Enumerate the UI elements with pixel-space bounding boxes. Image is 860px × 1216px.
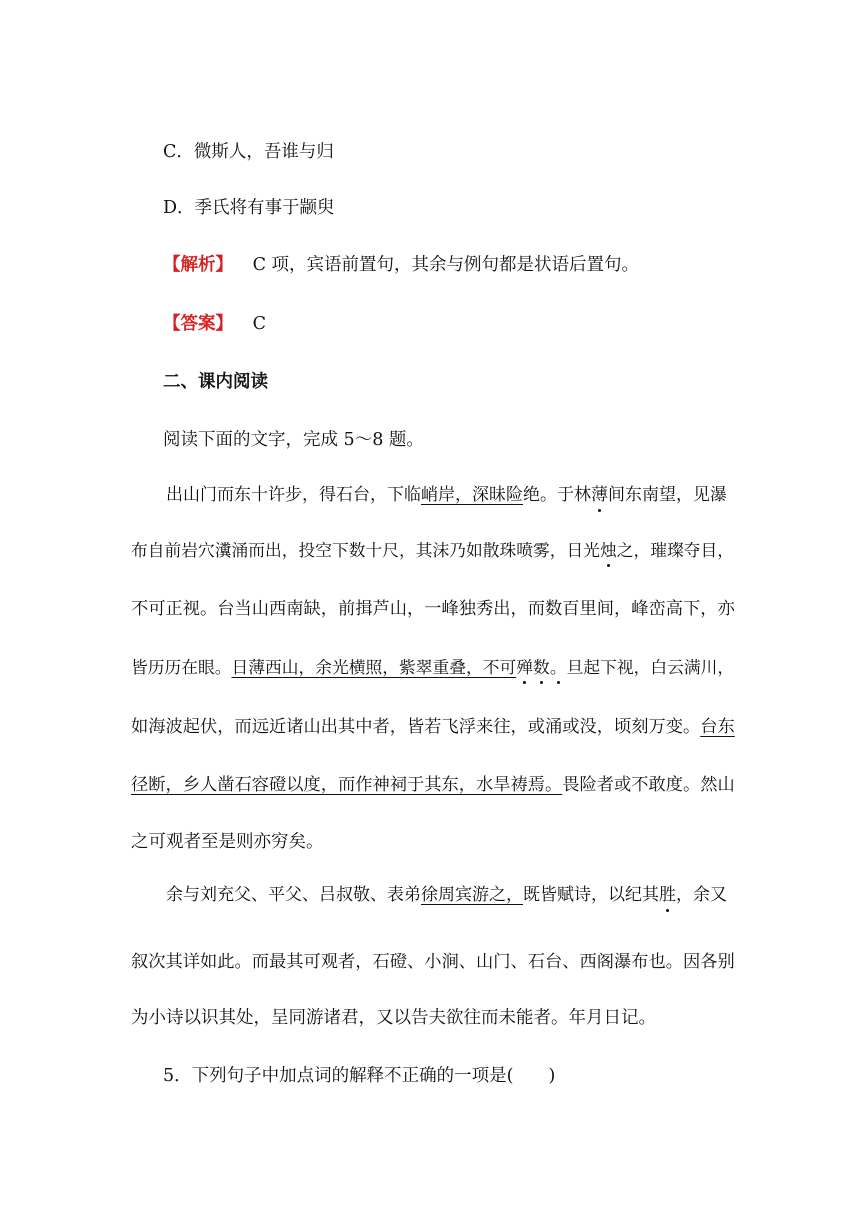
text-run: 间东南望，见瀑 xyxy=(608,485,727,505)
passage-p2-line2: 叙次其详如此。而最其可观者，石磴、小涧、山门、石台、西阁瀑布也。因各别 xyxy=(131,952,735,972)
text-run: 绝。于林 xyxy=(523,485,591,505)
section-heading: 二、课内阅读 xyxy=(163,372,268,392)
passage-p1-line7: 之可观者至是则亦穷矣。 xyxy=(131,832,324,852)
option-d: D．季氏将有事于颛臾 xyxy=(163,198,335,218)
text-run: 既皆赋诗，以纪其 xyxy=(523,885,659,905)
text-run: ，余又 xyxy=(676,885,727,905)
passage-p1-line2 xyxy=(131,538,734,562)
passage-p1-line4 xyxy=(131,655,734,679)
dotted-word: 薄 xyxy=(591,485,608,505)
text-run: 畏险者或不敢度。然山 xyxy=(562,775,735,795)
text-run: 余与刘充父、平父、吕叔敬、表弟 xyxy=(166,885,421,905)
dotted-word: 数 xyxy=(533,657,550,677)
analysis-tag: 【解析】 xyxy=(163,255,233,275)
underlined-text: 日薄西山，余光横照，紫翠重叠，不可 xyxy=(231,657,517,677)
dotted-word: 殚 xyxy=(516,657,534,677)
instruction: 阅读下面的文字，完成 5～8 题。 xyxy=(163,430,424,450)
text-run: 之，璀璨夺目， xyxy=(616,540,735,560)
underlined-text: 徐周宾游之， xyxy=(421,885,523,905)
answer-line xyxy=(163,312,266,336)
passage-p1-line3: 不可正视。台当山西南缺，前揖芦山，一峰独秀出，而数百里间，峰峦高下，亦 xyxy=(131,599,735,619)
underlined-text: 峭岸，深昧险 xyxy=(421,485,523,505)
text-run: 出山门而东十许步，得石台，下临 xyxy=(166,485,421,505)
analysis-text: C 项，宾语前置句，其余与例句都是状语后置句。 xyxy=(252,255,640,275)
analysis-line xyxy=(163,253,639,277)
passage-p2-line1 xyxy=(166,883,727,907)
dotted-word: 胜 xyxy=(659,885,676,905)
underlined-text: 径断，乡人凿石容磴以度，而作神祠于其东，水旱祷焉。 xyxy=(131,775,563,795)
text-run: 皆历历在眼。 xyxy=(131,657,232,677)
dotted-word: 烛 xyxy=(600,540,617,560)
dotted-word: 。 xyxy=(549,657,567,677)
answer-text: C xyxy=(252,314,266,334)
text-run: 布自前岩穴瀵涌而出，投空下数十尺，其沫乃如散珠喷雾，日光 xyxy=(131,540,601,560)
passage-p1-line6 xyxy=(131,773,735,797)
underlined-text: 台东 xyxy=(700,717,735,737)
passage-p2-line3: 为小诗以识其处，呈同游诸君，又以告夫欲往而未能者。年月日记。 xyxy=(131,1008,656,1028)
option-c: C．微斯人，吾谁与归 xyxy=(163,142,334,162)
text-run: 如海波起伏，而远近诸山出其中者，皆若飞浮来往，或涌或没，顷刻万变。 xyxy=(131,717,701,737)
passage-p1-line5 xyxy=(131,715,735,739)
passage-p1-line1 xyxy=(166,483,727,507)
text-run: 旦起下视，白云满川， xyxy=(566,657,735,677)
answer-tag: 【答案】 xyxy=(163,314,233,334)
question-5: 5．下列句子中加点词的解释不正确的一项是( ) xyxy=(163,1066,556,1086)
